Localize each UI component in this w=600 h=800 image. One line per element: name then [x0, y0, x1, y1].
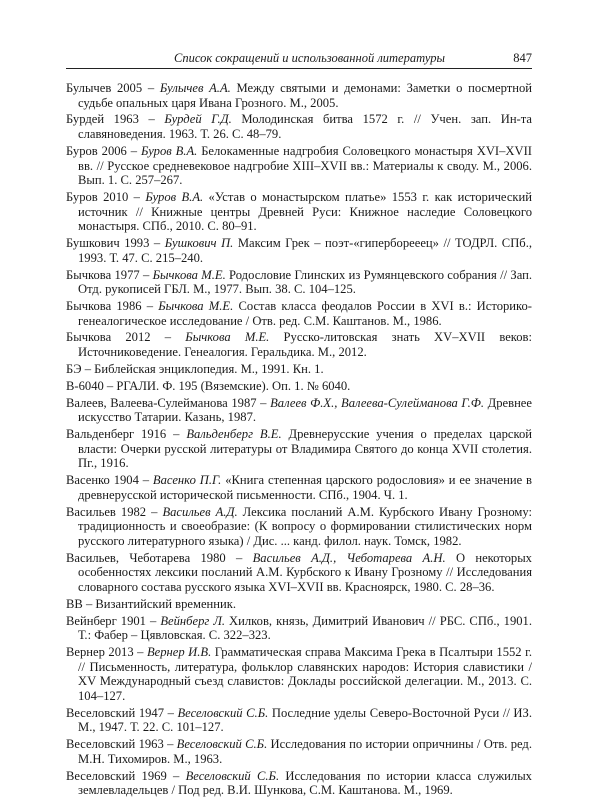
entry-key: Буров 2010 – [66, 190, 146, 204]
entry-text: Молодинская битва 1572 г. // Учен. зап. Ин-та славяноведения. 1963. Т. 26. С. 48–79. [78, 112, 532, 142]
entry-author: Бычкова М.Е. [152, 267, 226, 282]
bibliography-entry [66, 505, 532, 549]
bibliography-entry [66, 268, 532, 297]
entry-author: Валеев Ф.Х., Валеева-Сулейманова Г.Ф. [270, 395, 485, 410]
entry-key: Вальденберг 1916 – [66, 427, 187, 442]
entry-key: Васильев, Чеботарева 1980 – [66, 550, 253, 565]
bibliography-entry [66, 190, 532, 234]
entry-key: Вейнберг 1901 – [66, 613, 161, 628]
entry-text: Лексика посланий А.М. Курбского Ивану Грозному: традиционность и своеобразие: (К вопросу о формировании стилистических норм русского литературного языка) / Дис. ... канд. филол. наук. Томск, 1982. [78, 504, 532, 548]
bibliography-entry [66, 737, 532, 766]
bibliography-entry [66, 396, 532, 425]
entry-text: «Книга степенная царского родословия» и ее значение в древнерусской исторической письменности. СПб., 1904. Ч. 1. [78, 473, 532, 502]
entry-key: Васильев 1982 – [66, 504, 163, 519]
entry-author: Васильев А.Д. [162, 504, 238, 519]
entry-author: Веселовский С.Б. [177, 705, 269, 720]
entry-text: Максим Грек – поэт-«гиперборееец» // ТОДРЛ. СПб., 1993. Т. 47. С. 215–240. [78, 236, 532, 265]
bibliography-entry [66, 379, 532, 394]
entry-key: Бычкова 1986 – [66, 299, 159, 313]
entry-author: Буров В.А. [145, 190, 204, 204]
bibliography-entry [66, 597, 532, 612]
entry-key: Бушкович 1993 – [66, 236, 165, 251]
bibliography-entry [66, 144, 532, 188]
bibliography-list [66, 81, 532, 800]
bibliography-entry [66, 706, 532, 735]
entry-key: Веселовский 1947 – [66, 705, 178, 720]
entry-key: Васенко 1904 – [66, 473, 153, 488]
entry-author: Бычкова М.Е. [158, 299, 234, 313]
bibliography-entry [66, 614, 532, 643]
entry-key: Веселовский 1963 – [66, 737, 177, 752]
entry-author: Бушкович П. [164, 236, 234, 251]
entry-key: Вернер 2013 – [66, 645, 147, 660]
entry-text: Древнее искусство Татарии. Казань, 1987. [78, 395, 532, 425]
entry-text: Белокаменные надгробия Соловецкого монастыря XVI–XVII вв. // Русское средневековое надгробие XIII–XVII вв.: Материалы к своду. М., 2006. Вып. 1. С. 257–267. [78, 143, 532, 188]
bibliography-entry [66, 112, 532, 141]
entry-key: Буров 2006 – [66, 143, 141, 158]
bibliography-entry [66, 769, 532, 798]
entry-text: О некоторых особенностях лексики посланий А.М. Курбского к Ивану Грозному // Исследования словарного состава русского языка XVI–XVII вв. Красноярск, 1980. С. 28–36. [78, 550, 532, 594]
entry-key: Бычкова 2012 – [66, 330, 186, 345]
bibliography-entry [66, 427, 532, 471]
entry-author: Веселовский С.Б. [176, 737, 268, 752]
entry-text: Состав класса феодалов России в XVI в.: Историко-генеалогическое исследование / Отв. ред. С.М. Каштанов. М., 1986. [78, 299, 533, 328]
entry-author: Бурдей Г.Д. [164, 112, 232, 127]
entry-key: Булычев 2005 – [66, 81, 160, 95]
bibliography-entry [66, 362, 532, 377]
entry-text: В-6040 – РГАЛИ. Ф. 195 (Вяземские). Оп. 1. № 6040. [66, 378, 351, 393]
bibliography-entry [66, 330, 532, 359]
entry-text: Исследования по истории опричнины / Отв. ред. М.Н. Тихомиров. М., 1963. [78, 737, 532, 766]
entry-text: Между святыми и демонами: Заметки о посмертной судьбе опальных царя Ивана Грозного. М., 2005. [78, 81, 532, 110]
entry-text: ВВ – Византийский временник. [66, 596, 237, 611]
entry-key: Бычкова 1977 – [66, 267, 153, 282]
bibliography-entry [66, 551, 532, 595]
entry-author: Бычкова М.Е. [185, 330, 270, 345]
entry-text: Русско-литовская знать XV–XVII веков: Источниковедение. Генеалогия. Геральдика. М., 2012. [78, 330, 533, 360]
entry-text: Древнерусские учения о пределах царской власти: Очерки русской литературы от Владимира Святого до конца XVII столетия. Пг., 1916. [78, 427, 532, 471]
entry-text: Родословие Глинских из Румянцевского собрания // Зап. Отд. рукописей ГБЛ. М., 1977. Вып. 38. С. 104–125. [78, 267, 533, 297]
bibliography-entry [66, 299, 532, 328]
page-number: 847 [513, 51, 532, 65]
bibliography-entry [66, 236, 532, 265]
entry-text: БЭ – Библейская энциклопедия. М., 1991. Кн. 1. [66, 361, 324, 376]
entry-author: Буров В.А. [140, 143, 198, 158]
bibliography-entry [66, 81, 532, 110]
entry-author: Вейнберг Л. [160, 613, 226, 628]
entry-author: Вальденберг В.Е. [186, 427, 282, 442]
entry-text: Грамматическая справа Максима Грека в Псалтыри 1552 г. // Письменность, литература, фольклор славянских народов: История славистики / XV Международный съезд славистов: Доклады российской делегации. М., 2013. С. 104–127. [78, 645, 533, 703]
running-title: Список сокращений и использованной литературы [174, 51, 445, 65]
running-header [66, 50, 532, 69]
bibliography-entry [66, 645, 532, 703]
entry-text: «Устав о монастырском платье» 1553 г. как исторический источник // Книжные центры Древней Руси: Книжное наследие Соловецкого монастыря. СПб., 2010. С. 80–91. [78, 190, 533, 234]
entry-text: Исследования по истории класса служилых землевладельцев / Под ред. В.И. Шункова, С.М. Каштанова. М., 1969. [78, 768, 532, 798]
entry-author: Васенко П.Г. [152, 473, 222, 488]
bibliography-entry [66, 473, 532, 502]
entry-author: Булычев А.А. [159, 81, 231, 95]
entry-author: Вернер И.В. [146, 645, 212, 660]
entry-author: Веселовский С.Б. [185, 768, 280, 783]
entry-text: Последние уделы Северо-Восточной Руси // ИЗ. М., 1947. Т. 22. С. 101–127. [78, 705, 532, 735]
entry-text: Хилков, князь, Димитрий Иванович // РБС. СПб., 1901. Т.: Фабер – Цявловская. С. 322–323. [78, 613, 532, 643]
entry-key: Веселовский 1969 – [66, 768, 186, 783]
entry-key: Валеев, Валеева-Сулейманова 1987 – [66, 395, 271, 410]
entry-author: Васильев А.Д., Чеботарева А.Н. [252, 550, 446, 565]
entry-key: Бурдей 1963 – [66, 112, 165, 127]
